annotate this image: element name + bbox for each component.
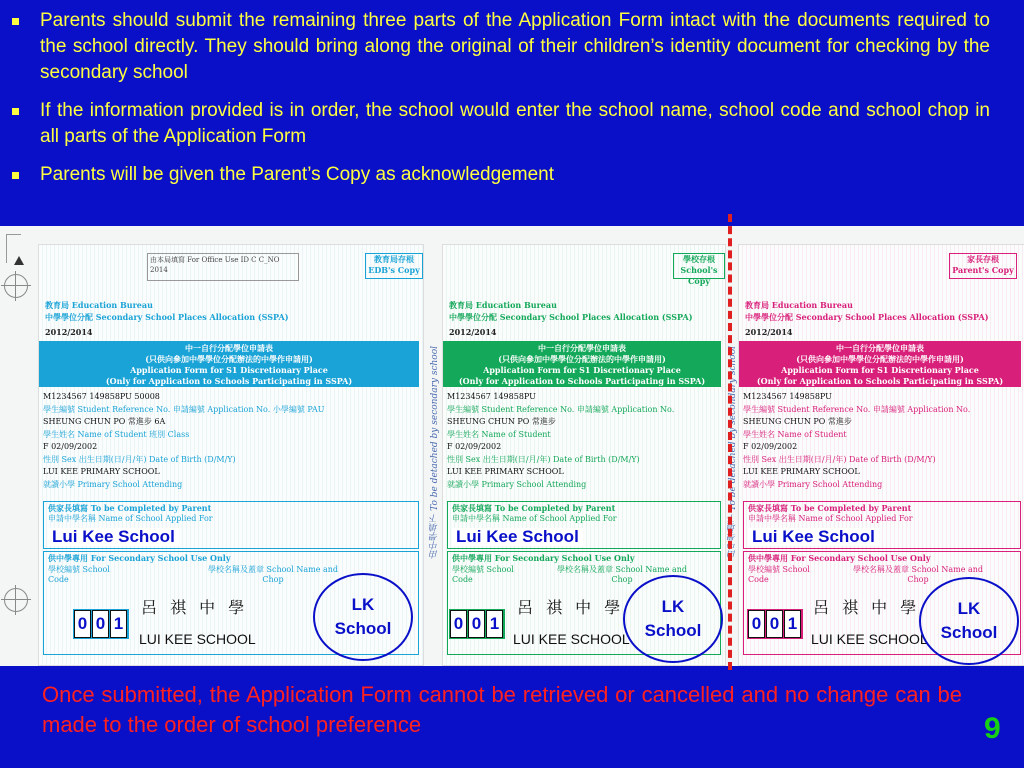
school-name-zh: 呂 祺 中 學 xyxy=(141,598,249,617)
code-digit: 0 xyxy=(74,610,91,638)
school-name-zh: 呂 祺 中 學 xyxy=(813,598,921,617)
detail-row: 就讀小學 Primary School Attending xyxy=(447,479,587,489)
ribbon-subtitle-zh: (只供向參加中學學位分配辦法的中學作申請用) xyxy=(145,354,313,364)
sspa-title: 中學學位分配 Secondary School Places Allocation (SSPA) xyxy=(745,312,989,322)
copy-tag: 教育局存根 EDB's Copy xyxy=(365,253,423,279)
chop-text: School xyxy=(334,619,392,638)
detail-row: LUI KEE PRIMARY SCHOOL xyxy=(743,467,860,476)
school-code-digits xyxy=(73,609,129,639)
detail-row: 學生姓名 Name of Student xyxy=(447,429,551,439)
detail-row: 學生姓名 Name of Student 班別 Class xyxy=(43,429,190,439)
code-digit: 0 xyxy=(468,610,485,638)
ribbon-subtitle-en: (Only for Application to Schools Participating in SSPA) xyxy=(105,376,353,386)
code-digit: 0 xyxy=(450,610,467,638)
detail-row: 性別 Sex 出生日期(日/月/年) Date of Birth (D/M/Y) xyxy=(43,454,236,464)
detail-row: 性別 Sex 出生日期(日/月/年) Date of Birth (D/M/Y) xyxy=(447,454,640,464)
registration-mark-icon xyxy=(4,274,28,298)
bullet-list xyxy=(0,8,1024,200)
copy-tag: 學校存根 School's Copy xyxy=(673,253,725,279)
application-form-image xyxy=(0,226,1024,666)
detail-row: LUI KEE PRIMARY SCHOOL xyxy=(43,467,160,476)
code-digit: 0 xyxy=(766,610,783,638)
school-name-label: 學校名稱及蓋章 School Name and Chop xyxy=(852,565,984,584)
year-label: 2012/2014 xyxy=(45,327,93,337)
school-name-en: LUI KEE SCHOOL xyxy=(513,631,630,647)
detail-row: F 02/09/2002 xyxy=(43,442,98,451)
detail-row: 性別 Sex 出生日期(日/月/年) Date of Birth (D/M/Y) xyxy=(743,454,936,464)
ribbon-subtitle-en: (Only for Application to Schools Participating in SSPA) xyxy=(458,376,706,386)
detail-row: 就讀小學 Primary School Attending xyxy=(743,479,883,489)
parent-section xyxy=(43,501,419,549)
school-code-digits xyxy=(449,609,505,639)
code-digit: 1 xyxy=(110,610,127,638)
chop-text: LK xyxy=(661,597,685,616)
sspa-title: 中學學位分配 Secondary School Places Allocation (SSPA) xyxy=(45,312,289,322)
parent-section-sub: 申請中學名稱 Name of School Applied For xyxy=(748,514,913,523)
parent-section-header: 供家長填寫 To be Completed by Parent xyxy=(452,503,616,513)
school-name-label: 學校名稱及蓋章 School Name and Chop xyxy=(207,565,339,584)
parent-section xyxy=(743,501,1021,549)
school-code-label: 學校編號 School Code xyxy=(452,565,514,584)
school-applied-value: Lui Kee School xyxy=(48,528,179,546)
bullet-text: If the information provided is in order, the school would enter the school name, school code and school chop in all parts of the Application Form xyxy=(40,100,990,147)
bullet-item xyxy=(40,8,990,86)
ribbon-subtitle-zh: (只供向參加中學學位分配辦法的中學作申請用) xyxy=(796,354,964,364)
page-number: 9 xyxy=(984,712,1001,745)
bullet-square-icon xyxy=(12,172,19,179)
up-arrow-icon xyxy=(14,256,24,265)
year-label: 2012/2014 xyxy=(745,327,793,337)
student-details xyxy=(743,391,1021,491)
bullet-text: Parents will be given the Parent’s Copy as acknowledgement xyxy=(40,164,554,185)
school-name-en: LUI KEE SCHOOL xyxy=(139,631,256,647)
detail-row: 學生編號 Student Reference No. 申請編號 Application No. xyxy=(447,404,675,414)
school-applied-value: Lui Kee School xyxy=(748,528,879,546)
code-digit: 0 xyxy=(748,610,765,638)
bullet-item xyxy=(40,162,990,188)
school-name-zh: 呂 祺 中 學 xyxy=(517,598,625,617)
registration-mark-icon xyxy=(4,588,28,612)
detail-row: 就讀小學 Primary School Attending xyxy=(43,479,183,489)
parent-section-sub: 申請中學名稱 Name of School Applied For xyxy=(48,514,213,523)
detail-row: F 02/09/2002 xyxy=(447,442,502,451)
cut-line-divider xyxy=(728,214,732,670)
form-edb-copy xyxy=(38,244,424,666)
student-details xyxy=(447,391,721,491)
form-parent-copy xyxy=(738,244,1024,666)
ribbon-title-zh: 中一自行分配學位申請表 xyxy=(836,343,924,353)
detach-note: 由中學填下 To be detached by secondary school xyxy=(728,346,738,559)
year-label: 2012/2014 xyxy=(449,327,497,337)
secondary-section-header: 供中學專用 For Secondary School Use Only xyxy=(452,553,635,563)
form-title-ribbon xyxy=(739,341,1021,387)
detail-row: 學生姓名 Name of Student xyxy=(743,429,847,439)
footer-warning: Once submitted, the Application Form cannot be retrieved or cancelled and no change can be made to the order of school preference xyxy=(42,682,962,737)
bullet-item xyxy=(40,98,990,150)
chop-text: LK xyxy=(351,595,375,614)
parent-section-sub: 申請中學名稱 Name of School Applied For xyxy=(452,514,617,523)
bureau-header xyxy=(45,299,289,323)
form-title-ribbon xyxy=(39,341,419,387)
ribbon-title-zh: 中一自行分配學位申請表 xyxy=(538,343,626,353)
form-title-ribbon xyxy=(443,341,721,387)
chop-text: LK xyxy=(957,599,981,618)
bureau-header xyxy=(449,299,693,323)
detail-row: M1234567 149858PU xyxy=(447,392,536,401)
bullet-text: Parents should submit the remaining three parts of the Application Form intact with the documents required to the school directly. They should bring along the original of their children’s identity document for checking by the secondary school xyxy=(40,10,990,83)
school-applied-value: Lui Kee School xyxy=(452,528,583,546)
detail-row: LUI KEE PRIMARY SCHOOL xyxy=(447,467,564,476)
parent-section-header: 供家長填寫 To be Completed by Parent xyxy=(748,503,912,513)
student-details xyxy=(43,391,419,491)
bullet-square-icon xyxy=(12,18,19,25)
school-code-label: 學校編號 School Code xyxy=(48,565,110,584)
ribbon-title-en: Application Form for S1 Discretionary Place xyxy=(781,365,979,375)
detail-row: F 02/09/2002 xyxy=(743,442,798,451)
detach-note: 由中學填下 To be detached by secondary school xyxy=(430,346,440,559)
code-digit: 0 xyxy=(92,610,109,638)
ribbon-subtitle-en: (Only for Application to Schools Participating in SSPA) xyxy=(756,376,1004,386)
school-name-label: 學校名稱及蓋章 School Name and Chop xyxy=(556,565,688,584)
ribbon-title-en: Application Form for S1 Discretionary Place xyxy=(483,365,681,375)
ribbon-title-zh: 中一自行分配學位申請表 xyxy=(185,343,273,353)
chop-text: School xyxy=(940,623,998,642)
sspa-title: 中學學位分配 Secondary School Places Allocation (SSPA) xyxy=(449,312,693,322)
ribbon-subtitle-zh: (只供向參加中學學位分配辦法的中學作申請用) xyxy=(498,354,666,364)
secondary-section-header: 供中學專用 For Secondary School Use Only xyxy=(48,553,231,563)
detail-row: SHEUNG CHUN PO 常進步 xyxy=(447,417,556,426)
chop-text: School xyxy=(644,621,702,640)
form-school-copy xyxy=(442,244,726,666)
detail-row: SHEUNG CHUN PO 常進步 xyxy=(743,417,852,426)
parent-section xyxy=(447,501,721,549)
detail-row: SHEUNG CHUN PO 常進步 6A xyxy=(43,417,166,426)
parent-section-header: 供家長填寫 To be Completed by Parent xyxy=(48,503,212,513)
code-digit: 1 xyxy=(486,610,503,638)
copy-tag: 家長存根 Parent's Copy xyxy=(949,253,1017,279)
school-name-en: LUI KEE SCHOOL xyxy=(811,631,928,647)
detail-row: 學生編號 Student Reference No. 申請編號 Application No. 小學編號 PAU xyxy=(43,404,325,414)
school-code-label: 學校編號 School Code xyxy=(748,565,810,584)
bureau-name: 教育局 Education Bureau xyxy=(745,300,853,310)
detail-row: M1234567 149858PU 50008 xyxy=(43,392,160,401)
school-code-digits xyxy=(747,609,803,639)
detail-row: 學生編號 Student Reference No. 申請編號 Application No. xyxy=(743,404,971,414)
school-chop-stamp xyxy=(919,577,1019,665)
school-chop-stamp xyxy=(623,575,723,663)
bullet-square-icon xyxy=(12,108,19,115)
school-chop-stamp xyxy=(313,573,413,661)
code-digit: 1 xyxy=(784,610,801,638)
bureau-header xyxy=(745,299,989,323)
detail-row: M1234567 149858PU xyxy=(743,392,832,401)
office-use-box: 由本局填寫 For Office Use ID C C_NO 2014 xyxy=(147,253,299,281)
ribbon-title-en: Application Form for S1 Discretionary Place xyxy=(130,365,328,375)
secondary-section-header: 供中學專用 For Secondary School Use Only xyxy=(748,553,931,563)
bureau-name: 教育局 Education Bureau xyxy=(45,300,153,310)
bureau-name: 教育局 Education Bureau xyxy=(449,300,557,310)
